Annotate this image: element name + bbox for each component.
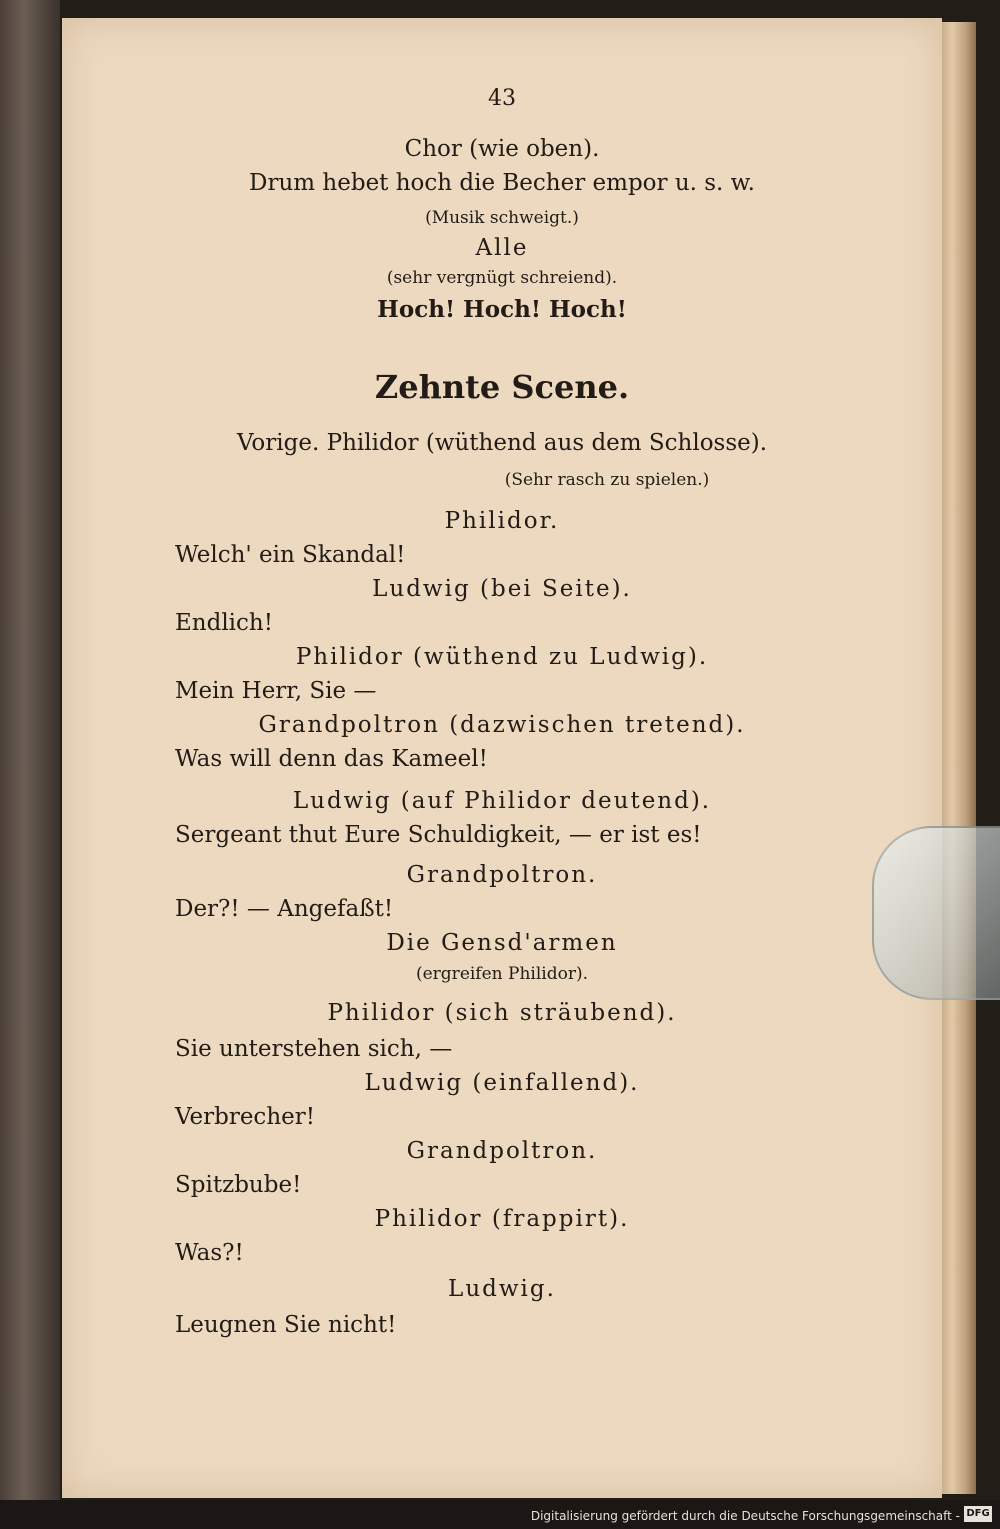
dialogue-line: Endlich!: [175, 610, 273, 636]
stage-direction: (sehr vergnügt schreiend).: [386, 268, 618, 288]
dfg-logo: DFG: [964, 1506, 992, 1522]
stage-direction: (Sehr rasch zu spielen.): [504, 470, 710, 490]
text-line: Drum hebet hoch die Becher empor u. s. w.: [249, 170, 755, 196]
speaker-gensdarmen: Die Gensd'armen: [386, 930, 618, 956]
dialogue-line: Sie unterstehen sich, —: [175, 1036, 453, 1062]
dialogue-line: Was will denn das Kameel!: [175, 746, 488, 772]
dialogue-line: Welch' ein Skandal!: [175, 542, 406, 568]
stage-direction: (ergreifen Philidor).: [415, 964, 588, 984]
dialogue-line: Verbrecher!: [175, 1104, 315, 1130]
scene-heading: Zehnte Scene.: [374, 368, 630, 406]
speaker-ludwig: Ludwig (bei Seite).: [372, 576, 632, 602]
speaker-ludwig: Ludwig (einfallend).: [364, 1070, 640, 1096]
speaker-philidor: Philidor (wüthend zu Ludwig).: [295, 644, 709, 670]
speaker-philidor: Philidor (sich sträubend).: [327, 1000, 677, 1026]
speaker-chor: Chor (wie oben).: [404, 136, 600, 162]
speaker-grandpoltron: Grandpoltron (dazwischen tretend).: [258, 712, 746, 738]
speaker-ludwig: Ludwig (auf Philidor deutend).: [292, 788, 712, 814]
dialogue-line: Was?!: [175, 1240, 244, 1266]
previous-page-edge: [0, 0, 60, 1500]
funding-notice: Digitalisierung gefördert durch die Deutsche Forschungsgemeinschaft -: [530, 1509, 960, 1523]
speaker-grandpoltron: Grandpoltron.: [406, 862, 598, 888]
stage-direction: (Musik schweigt.): [425, 208, 579, 228]
dialogue-line: Spitzbube!: [175, 1172, 302, 1198]
text-line: Hoch! Hoch! Hoch!: [377, 296, 627, 323]
speaker-ludwig: Ludwig.: [448, 1276, 556, 1302]
page-number: 43: [488, 86, 516, 111]
scene-cast: Vorige. Philidor (wüthend aus dem Schlosse).: [236, 430, 768, 456]
speaker-alle: Alle: [475, 235, 529, 261]
speaker-philidor: Philidor (frappirt).: [374, 1206, 630, 1232]
dialogue-line: Leugnen Sie nicht!: [175, 1312, 397, 1338]
speaker-grandpoltron: Grandpoltron.: [406, 1138, 598, 1164]
dialogue-line: Der?! — Angefaßt!: [175, 896, 394, 922]
dialogue-line: Mein Herr, Sie —: [175, 678, 377, 704]
dialogue-line: Sergeant thut Eure Schuldigkeit, — er ist es!: [175, 822, 702, 848]
page-stack-edge: [942, 22, 976, 1494]
speaker-philidor: Philidor.: [444, 508, 560, 534]
page-clip: [872, 826, 1000, 1000]
